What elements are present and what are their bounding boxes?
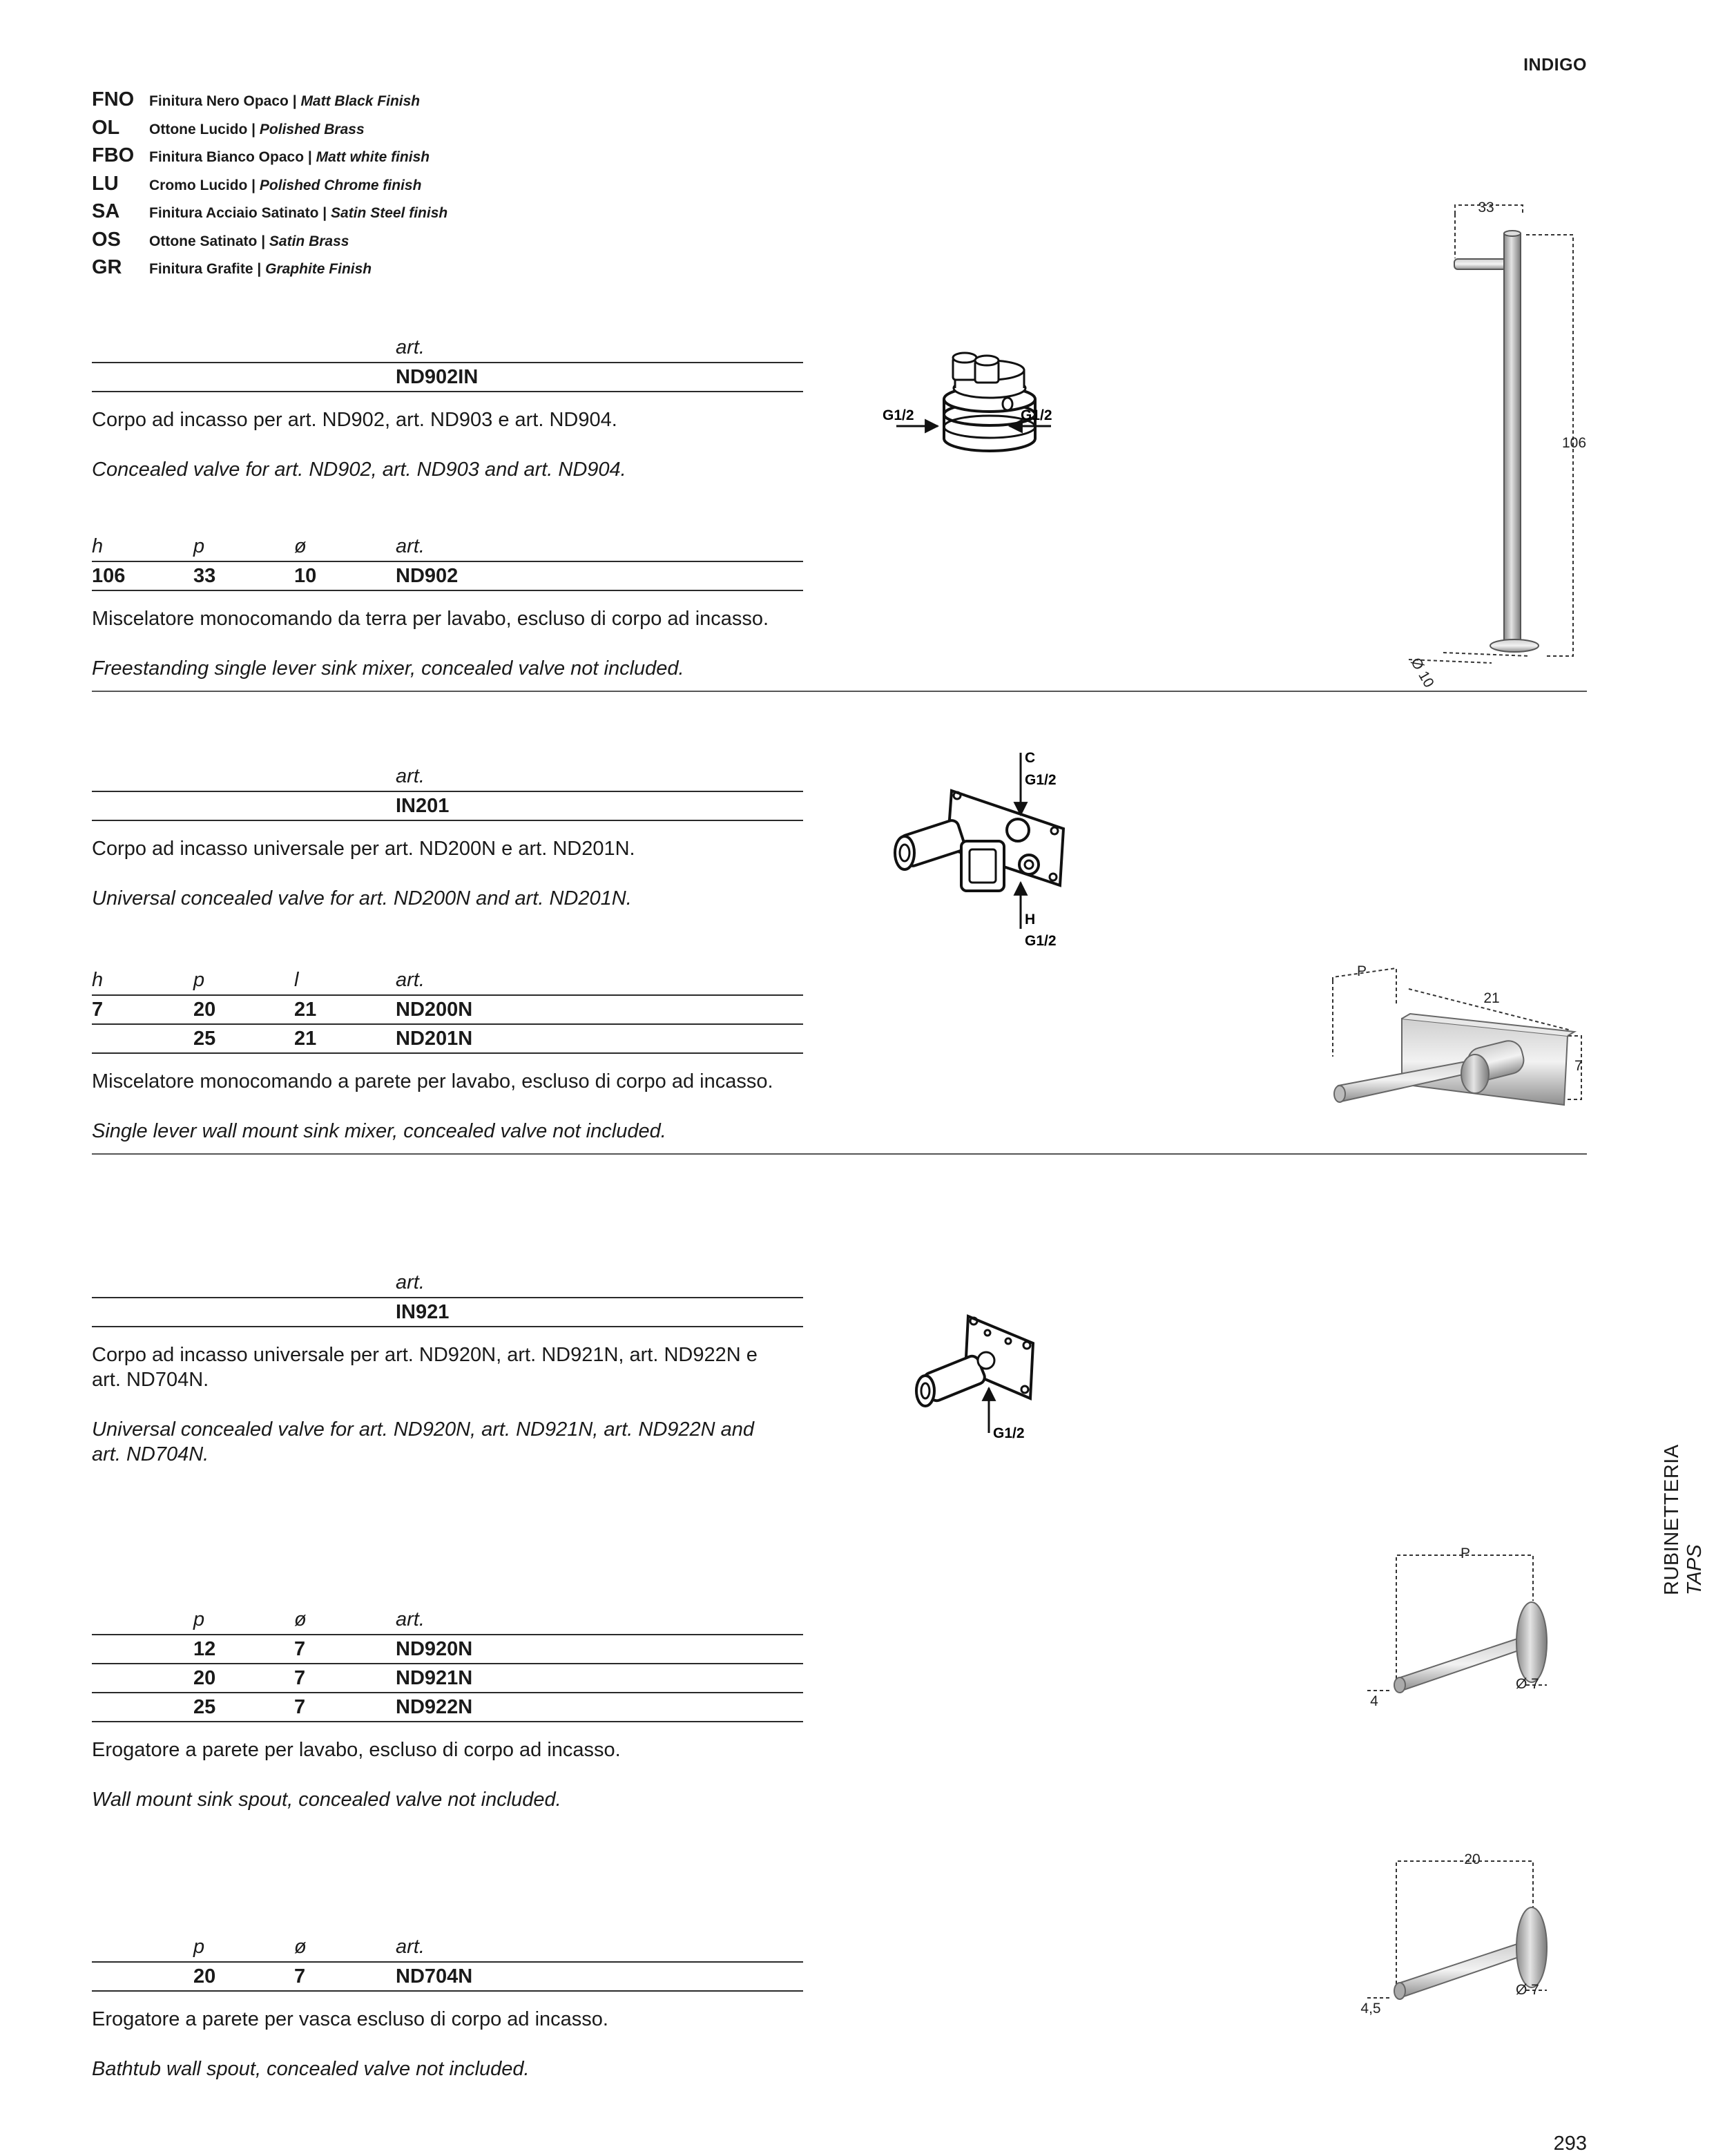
finish-separator: |	[292, 93, 297, 109]
in921-inlet-label: G1/2	[993, 1425, 1025, 1441]
finish-separator: |	[322, 205, 327, 221]
description-en: Concealed valve for art. ND902, art. ND903 and art. ND904.	[92, 459, 626, 481]
in921-valve-drawing	[916, 1316, 1033, 1441]
description-en: Wall mount sink spout, concealed valve not included.	[92, 1789, 561, 1811]
finish-name-it: Finitura Acciaio Satinato	[149, 205, 319, 221]
col-l: l	[294, 969, 299, 991]
description-it: Corpo ad incasso per art. ND902, art. ND903 e art. ND904.	[92, 409, 617, 431]
col-p: p	[193, 1608, 205, 1630]
col-art: art.	[396, 535, 425, 557]
nd200-mixer-drawing	[1333, 963, 1583, 1105]
description-it: Erogatore a parete per lavabo, escluso di corpo ad incasso.	[92, 1739, 621, 1761]
cell-diameter: 7	[294, 1638, 306, 1660]
cell-art: ND201N	[396, 1028, 473, 1050]
cell-art: ND920N	[396, 1638, 473, 1660]
nd902-height-dimension: 106	[1562, 435, 1587, 451]
nd200-l-dimension: 21	[1483, 990, 1500, 1006]
description-en: Single lever wall mount sink mixer, concealed valve not included.	[92, 1120, 666, 1142]
finish-separator: |	[251, 177, 256, 193]
art-code: IN201	[396, 795, 450, 817]
finish-code: FNO	[92, 88, 135, 110]
cell-p: 20	[193, 999, 216, 1021]
in201-valve-drawing	[895, 750, 1063, 949]
finish-name-en: Polished Brass	[259, 121, 365, 137]
nd920-h-dimension: 4	[1370, 1693, 1378, 1709]
description-it: Erogatore a parete per vasca escluso di corpo ad incasso.	[92, 2008, 608, 2030]
cell-p: 33	[193, 565, 216, 587]
finish-separator: |	[307, 149, 312, 165]
description-en: Freestanding single lever sink mixer, concealed valve not included.	[92, 657, 684, 680]
cell-art: ND922N	[396, 1696, 473, 1718]
col-art: art.	[396, 336, 425, 358]
cell-h: 7	[92, 999, 104, 1021]
col-diameter: ø	[294, 1936, 307, 1958]
side-tab-it: RUBINETTERIA	[1661, 1444, 1683, 1595]
col-diameter: ø	[294, 1608, 307, 1630]
cell-p: 25	[193, 1028, 216, 1050]
side-tab-en: TAPS	[1684, 1544, 1706, 1595]
description-en: Universal concealed valve for art. ND920N, art. ND921N, art. ND922N and art. ND704N.	[92, 1418, 755, 1465]
col-h: h	[92, 535, 104, 557]
nd902in-right-label: G1/2	[1021, 407, 1052, 423]
nd902in-valve-drawing	[883, 353, 1052, 451]
finish-name-it: Ottone Satinato	[149, 233, 258, 249]
cell-p: 25	[193, 1696, 216, 1718]
col-art: art.	[396, 1271, 425, 1293]
nd920-spout-drawing	[1367, 1546, 1547, 1709]
in201-cold-size: G1/2	[1025, 772, 1057, 788]
cell-diameter: 10	[294, 565, 317, 587]
cell-p: 20	[193, 1667, 216, 1689]
finish-code: SA	[92, 200, 120, 222]
nd920-p-dimension: P	[1460, 1546, 1471, 1561]
finish-name-en: Matt Black Finish	[300, 93, 421, 109]
nd902-top-dimension: 33	[1478, 200, 1494, 215]
finish-separator: |	[261, 233, 266, 249]
cell-art: ND921N	[396, 1667, 473, 1689]
col-p: p	[193, 535, 205, 557]
col-art: art.	[396, 1608, 425, 1630]
nd902-diameter-dimension: Ø 10	[1407, 655, 1437, 691]
nd902in-left-label: G1/2	[883, 407, 914, 423]
finish-name-en: Polished Chrome finish	[259, 177, 422, 193]
finish-name-it: Ottone Lucido	[149, 121, 248, 137]
finish-code: OL	[92, 116, 120, 139]
description-en: Universal concealed valve for art. ND200N and art. ND201N.	[92, 887, 632, 909]
art-code: IN921	[396, 1301, 450, 1323]
nd920-diameter-dimension: Ø 7	[1516, 1676, 1539, 1692]
description-it: Corpo ad incasso universale per art. ND200N e art. ND201N.	[92, 838, 635, 860]
brand-title: INDIGO	[1523, 55, 1587, 75]
col-art: art.	[396, 969, 425, 991]
col-diameter: ø	[294, 535, 307, 557]
cell-art: ND200N	[396, 999, 473, 1021]
description-it: Miscelatore monocomando da terra per lavabo, escluso di corpo ad incasso.	[92, 608, 769, 630]
cell-h: 106	[92, 565, 126, 587]
cell-l: 21	[294, 1028, 317, 1050]
finish-name-it: Finitura Bianco Opaco	[149, 149, 305, 165]
finish-name-it: Finitura Grafite	[149, 261, 253, 277]
cell-p: 12	[193, 1638, 216, 1660]
in201-hot-size: G1/2	[1025, 933, 1057, 949]
col-h: h	[92, 969, 104, 991]
in201-cold-label: C	[1025, 750, 1036, 766]
finish-code: GR	[92, 256, 122, 278]
finish-code: LU	[92, 172, 119, 195]
finish-code: OS	[92, 228, 121, 251]
cell-p: 20	[193, 1965, 216, 1987]
cell-art: ND902	[396, 565, 459, 587]
cell-diameter: 7	[294, 1667, 306, 1689]
description-it: Miscelatore monocomando a parete per lavabo, escluso di corpo ad incasso.	[92, 1070, 773, 1093]
finish-name-it: Finitura Nero Opaco	[149, 93, 289, 109]
finish-name-it: Cromo Lucido	[149, 177, 248, 193]
finish-separator: |	[251, 121, 256, 137]
description-en: Bathtub wall spout, concealed valve not included.	[92, 2058, 530, 2080]
col-p: p	[193, 1936, 205, 1958]
finish-code: FBO	[92, 144, 135, 166]
col-p: p	[193, 969, 205, 991]
col-art: art.	[396, 765, 425, 787]
art-code: ND902IN	[396, 366, 479, 388]
nd704-spout-drawing	[1360, 1851, 1547, 2017]
col-art: art.	[396, 1936, 425, 1958]
nd200-h-dimension: 7	[1574, 1058, 1583, 1074]
finish-name-en: Matt white finish	[316, 149, 430, 165]
cell-l: 21	[294, 999, 317, 1021]
finish-name-en: Satin Steel finish	[331, 205, 448, 221]
finish-name-en: Graphite Finish	[265, 261, 372, 277]
nd902-mixer-drawing	[1407, 200, 1586, 691]
cell-diameter: 7	[294, 1965, 306, 1987]
finish-separator: |	[257, 261, 262, 277]
cell-diameter: 7	[294, 1696, 306, 1718]
cell-art: ND704N	[396, 1965, 473, 1987]
in201-hot-label: H	[1025, 912, 1036, 927]
finish-name-en: Satin Brass	[269, 233, 349, 249]
nd200-p-dimension: P	[1356, 963, 1367, 979]
nd704-p-dimension: 20	[1464, 1851, 1481, 1867]
description-it: Corpo ad incasso universale per art. ND920N, art. ND921N, art. ND922N e art. ND704N.	[92, 1344, 758, 1391]
nd704-diameter-dimension: Ø 7	[1516, 1982, 1539, 1998]
nd704-h-dimension: 4,5	[1360, 2001, 1381, 2017]
page-number: 293	[1553, 2133, 1587, 2155]
